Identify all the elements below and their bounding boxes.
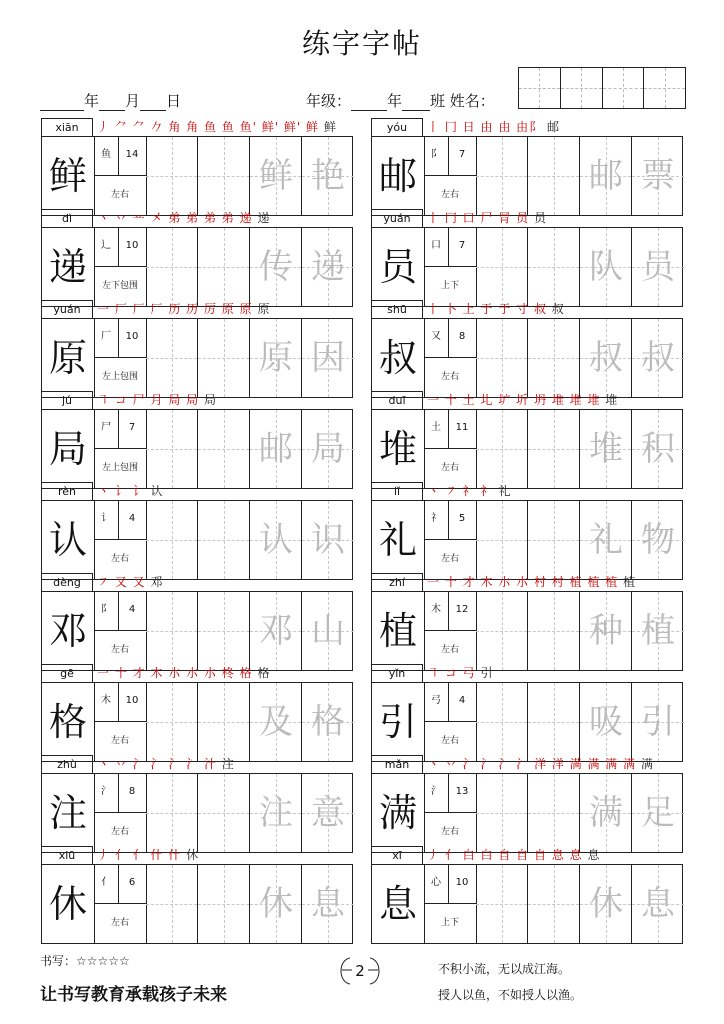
writing-cell[interactable] (198, 319, 250, 397)
pinyin-label: mǎn (371, 755, 423, 773)
char-info (94, 410, 147, 488)
stroke-order: ㇕ コ 尸 月 局 局 局 (97, 393, 217, 407)
char-info (424, 228, 477, 306)
writing-cell[interactable] (580, 865, 632, 943)
stroke-count: 10 (118, 319, 146, 358)
trace-character: 叔 (641, 338, 675, 378)
writing-cell[interactable] (198, 137, 250, 215)
char-entry (371, 755, 683, 853)
char-entry (371, 209, 683, 307)
stroke-order: 一 厂 厂 厂 历 历 厉 原 原 原 (97, 302, 271, 316)
writing-cell[interactable] (580, 501, 632, 579)
char-entry (371, 482, 683, 580)
class-name-label: 班 姓名： (430, 92, 495, 110)
writing-cell[interactable] (632, 410, 684, 488)
writing-cell[interactable] (250, 683, 302, 761)
model-character: 堆 (372, 410, 425, 488)
char-info (424, 592, 477, 670)
radical: 木 (94, 683, 119, 722)
writing-cell[interactable] (580, 683, 632, 761)
char-entry (41, 573, 353, 671)
stroke-count: 10 (118, 228, 146, 267)
structure: 左右 (110, 736, 129, 746)
stroke-order: 丿 亻 亻 什 什 休 (97, 848, 200, 862)
name-box[interactable] (518, 67, 686, 109)
writing-cell[interactable] (580, 592, 632, 670)
practice-row (41, 682, 353, 762)
month-blank[interactable] (99, 96, 125, 111)
model-character: 休 (42, 865, 95, 943)
pinyin-label: lǐ (371, 482, 423, 500)
practice-row (371, 136, 683, 216)
char-entry (371, 300, 683, 398)
radical: 氵 (424, 774, 449, 813)
trace-character: 员 (641, 247, 675, 287)
trace-character: 叔 (589, 338, 623, 378)
trace-character: 识 (311, 520, 345, 560)
stroke-count: 7 (448, 137, 476, 176)
model-character: 满 (372, 774, 425, 852)
writing-cell[interactable] (528, 592, 580, 670)
char-entry (41, 391, 353, 489)
radical: 阝 (94, 592, 119, 631)
char-info (94, 319, 147, 397)
stroke-order: ㇕ コ 弓 引 (427, 666, 494, 680)
char-info (424, 137, 477, 215)
stroke-count: 7 (118, 410, 146, 449)
structure: 左右 (440, 190, 459, 200)
writing-cell[interactable] (146, 410, 198, 488)
trace-character: 认 (259, 520, 293, 560)
writing-cell[interactable] (580, 228, 632, 306)
char-info (94, 228, 147, 306)
stroke-order: 丨 冂 日 由 由 由阝 邮 (427, 120, 560, 134)
stroke-count: 13 (448, 774, 476, 813)
structure: 左右 (110, 190, 129, 200)
radical: 辶 (94, 228, 119, 267)
model-character: 鲜 (42, 137, 95, 215)
trace-character: 山 (311, 611, 345, 651)
trace-character: 休 (259, 884, 293, 924)
pinyin-label: duī (371, 391, 423, 409)
writing-cell[interactable] (146, 683, 198, 761)
grade-blank[interactable] (351, 96, 387, 111)
structure: 左右 (110, 554, 129, 564)
month-label: 月 (125, 92, 141, 110)
date-line (40, 90, 181, 111)
writing-cell[interactable] (250, 501, 302, 579)
writing-cell[interactable] (250, 592, 302, 670)
char-info (94, 774, 147, 852)
char-info (424, 501, 477, 579)
radical: 心 (424, 865, 449, 904)
writing-cell[interactable] (302, 592, 354, 670)
char-entry (41, 482, 353, 580)
practice-row (371, 682, 683, 762)
trace-character: 邮 (589, 156, 623, 196)
pinyin-label: rèn (41, 482, 93, 500)
model-character: 递 (42, 228, 95, 306)
writing-cell[interactable] (632, 774, 684, 852)
writing-cell[interactable] (528, 774, 580, 852)
stroke-count: 14 (118, 137, 146, 176)
model-character: 注 (42, 774, 95, 852)
structure: 左右 (110, 918, 129, 928)
writing-cell[interactable] (250, 228, 302, 306)
writing-cell[interactable] (146, 137, 198, 215)
stroke-count: 10 (118, 683, 146, 722)
writing-cell[interactable] (476, 137, 528, 215)
writing-cell[interactable] (302, 319, 354, 397)
stroke-count: 5 (448, 501, 476, 540)
writing-cell[interactable] (146, 865, 198, 943)
pinyin-label: zhù (41, 755, 93, 773)
writing-cell[interactable] (476, 865, 528, 943)
day-blank[interactable] (140, 96, 166, 111)
radical: 亻 (94, 865, 119, 904)
stroke-count: 8 (448, 319, 476, 358)
stroke-order: ㇇ 又 又 邓 (97, 575, 164, 589)
rating-label: 书写：☆☆☆☆☆ (40, 954, 130, 968)
class-blank[interactable] (402, 96, 430, 111)
writing-cell[interactable] (198, 774, 250, 852)
model-character: 叔 (372, 319, 425, 397)
trace-character: 吸 (589, 702, 623, 742)
pinyin-label: gē (41, 664, 93, 682)
practice-row (371, 591, 683, 671)
practice-row (41, 500, 353, 580)
structure: 左右 (110, 827, 129, 837)
writing-cell[interactable] (198, 683, 250, 761)
writing-cell[interactable] (528, 410, 580, 488)
char-info (424, 683, 477, 761)
char-entry (371, 391, 683, 489)
quote-line-1: 不积小流，无以成江海。 (438, 962, 571, 976)
structure: 左上包围 (101, 463, 138, 473)
practice-row (371, 227, 683, 307)
practice-row (371, 409, 683, 489)
structure: 左右 (440, 372, 459, 382)
writing-cell[interactable] (528, 137, 580, 215)
writing-cell[interactable] (528, 501, 580, 579)
practice-row (41, 864, 353, 944)
writing-cell[interactable] (302, 410, 354, 488)
pinyin-label: yóu (371, 118, 423, 136)
writing-cell[interactable] (632, 501, 684, 579)
trace-character: 满 (589, 793, 623, 833)
trace-character: 休 (589, 884, 623, 924)
trace-character: 种 (589, 611, 623, 651)
structure: 左右 (440, 827, 459, 837)
trace-character: 邮 (259, 429, 293, 469)
writing-cell[interactable] (580, 137, 632, 215)
structure: 左右 (440, 736, 459, 746)
stroke-count: 8 (118, 774, 146, 813)
stroke-order: 一 十 才 木 朩 朩 村 村 植 植 植 植 (427, 575, 637, 589)
stroke-order: 一 十 土 圠 圹 圻 坍 堆 堆 堆 堆 (427, 393, 619, 407)
model-character: 认 (42, 501, 95, 579)
practice-row (41, 409, 353, 489)
char-entry (41, 118, 353, 216)
writing-cell[interactable] (476, 592, 528, 670)
writing-cell[interactable] (476, 410, 528, 488)
trace-character: 物 (641, 520, 675, 560)
writing-cell[interactable] (146, 228, 198, 306)
practice-row (41, 136, 353, 216)
writing-cell[interactable] (302, 228, 354, 306)
practice-row (41, 591, 353, 671)
writing-cell[interactable] (632, 865, 684, 943)
writing-cell[interactable] (528, 865, 580, 943)
slogan: 让书写教育承载孩子未来 (40, 985, 227, 1005)
char-info (94, 137, 147, 215)
stroke-count: 11 (448, 410, 476, 449)
char-info (424, 410, 477, 488)
grade-label: 年级： (306, 92, 352, 110)
structure: 左右 (440, 645, 459, 655)
grade-year-label: 年 (387, 92, 403, 110)
trace-character: 堆 (589, 429, 623, 469)
writing-cell[interactable] (198, 501, 250, 579)
writing-cell[interactable] (302, 137, 354, 215)
writing-cell[interactable] (476, 228, 528, 306)
stroke-order: 丶 丷 氵 氵 氵 氵 洋 洋 满 满 满 满 满 (427, 757, 654, 771)
trace-character: 邓 (259, 611, 293, 651)
pinyin-label: yuán (41, 300, 93, 318)
stroke-order: 丶 ㇇ 礻 礻 礼 (427, 484, 512, 498)
pinyin-label: dèng (41, 573, 93, 591)
writing-cell[interactable] (250, 865, 302, 943)
page-title: 练字字帖 (301, 27, 422, 60)
stroke-count: 4 (118, 592, 146, 631)
radical: 又 (424, 319, 449, 358)
stroke-order: 丨 卜 上 于 于 寸 叔 叔 (427, 302, 565, 316)
writing-cell[interactable] (632, 683, 684, 761)
pinyin-label: xiān (41, 118, 93, 136)
model-character: 员 (372, 228, 425, 306)
radical: 弓 (424, 683, 449, 722)
trace-character: 传 (259, 247, 293, 287)
trace-character: 局 (311, 429, 345, 469)
writing-cell[interactable] (476, 319, 528, 397)
practice-row (41, 227, 353, 307)
stroke-order: 丨 冂 口 尸 冐 员 员 (427, 211, 547, 225)
trace-character: 鲜 (259, 156, 293, 196)
radical: 氵 (94, 774, 119, 813)
trace-character: 格 (311, 702, 345, 742)
trace-character: 票 (641, 156, 675, 196)
pinyin-label: zhí (371, 573, 423, 591)
radical: 鱼 (94, 137, 119, 176)
writing-cell[interactable] (580, 319, 632, 397)
page-number (336, 954, 384, 986)
writing-cell[interactable] (528, 228, 580, 306)
radical: 口 (424, 228, 449, 267)
writing-cell[interactable] (198, 592, 250, 670)
pinyin-label: xī (371, 846, 423, 864)
writing-cell[interactable] (146, 319, 198, 397)
writing-cell[interactable] (632, 228, 684, 306)
stroke-order: 丶 讠 讠 认 (97, 484, 164, 498)
model-character: 邮 (372, 137, 425, 215)
trace-character: 因 (311, 338, 345, 378)
year-blank[interactable] (40, 96, 84, 111)
practice-row (371, 318, 683, 398)
writing-cell[interactable] (580, 774, 632, 852)
trace-character: 足 (641, 793, 675, 833)
char-info (424, 319, 477, 397)
writing-cell[interactable] (302, 774, 354, 852)
stroke-order: 丿 亻 白 白 自 自 自 息 息 息 (427, 848, 601, 862)
model-character: 原 (42, 319, 95, 397)
trace-character: 息 (641, 884, 675, 924)
stroke-count: 6 (118, 865, 146, 904)
char-entry (41, 755, 353, 853)
radical: 厂 (94, 319, 119, 358)
writing-cell[interactable] (302, 865, 354, 943)
char-info (424, 774, 477, 852)
pinyin-label: dì (41, 209, 93, 227)
char-info (94, 592, 147, 670)
pinyin-label: yǐn (371, 664, 423, 682)
char-info (94, 683, 147, 761)
writing-cell[interactable] (250, 410, 302, 488)
stroke-order: 丿 ⺈ ⺈ 𠂊 角 角 鱼 鱼 鱼' 鲜' 鲜' 鲜 鲜 (97, 120, 337, 134)
trace-character: 及 (259, 702, 293, 742)
char-entry (41, 300, 353, 398)
stroke-order: 丶 丷 氵 氵 氵 氵 汁 注 (97, 757, 235, 771)
writing-cell[interactable] (302, 683, 354, 761)
stroke-count: 4 (448, 683, 476, 722)
model-character: 局 (42, 410, 95, 488)
radical: 尸 (94, 410, 119, 449)
writing-cell[interactable] (580, 410, 632, 488)
writing-cell[interactable] (146, 774, 198, 852)
trace-character: 息 (311, 884, 345, 924)
practice-row (41, 318, 353, 398)
pinyin-label: yuán (371, 209, 423, 227)
day-label: 日 (166, 92, 182, 110)
trace-character: 意 (311, 793, 345, 833)
structure: 左下包围 (101, 281, 138, 291)
char-entry (371, 846, 683, 944)
writing-cell[interactable] (250, 774, 302, 852)
pinyin-label: xiū (41, 846, 93, 864)
stroke-count: 12 (448, 592, 476, 631)
trace-character: 植 (641, 611, 675, 651)
model-character: 植 (372, 592, 425, 670)
model-character: 息 (372, 865, 425, 943)
trace-character: 礼 (589, 520, 623, 560)
writing-cell[interactable] (476, 501, 528, 579)
structure: 左右 (440, 463, 459, 473)
writing-cell[interactable] (476, 774, 528, 852)
writing-cell[interactable] (632, 137, 684, 215)
structure: 左右 (440, 554, 459, 564)
writing-cell[interactable] (302, 501, 354, 579)
char-entry (371, 573, 683, 671)
model-character: 引 (372, 683, 425, 761)
writing-cell[interactable] (198, 228, 250, 306)
char-info (94, 865, 147, 943)
char-info (94, 501, 147, 579)
radical: 土 (424, 410, 449, 449)
pinyin-label: shū (371, 300, 423, 318)
char-entry (41, 664, 353, 762)
trace-character: 递 (311, 247, 345, 287)
stroke-count: 10 (448, 865, 476, 904)
structure: 左上包围 (101, 372, 138, 382)
radical: 阝 (424, 137, 449, 176)
stroke-count: 7 (448, 228, 476, 267)
model-character: 格 (42, 683, 95, 761)
writing-cell[interactable] (476, 683, 528, 761)
trace-character: 注 (259, 793, 293, 833)
stroke-count: 4 (118, 501, 146, 540)
practice-row (371, 500, 683, 580)
writing-cell[interactable] (528, 319, 580, 397)
trace-character: 引 (641, 702, 675, 742)
trace-character: 艳 (311, 156, 345, 196)
trace-character: 原 (259, 338, 293, 378)
pinyin-label: jú (41, 391, 93, 409)
model-character: 礼 (372, 501, 425, 579)
structure: 上下 (440, 918, 459, 928)
stroke-order: 一 十 才 木 朩 朩 朩 柊 格 格 (97, 666, 271, 680)
writing-cell[interactable] (146, 592, 198, 670)
writing-cell[interactable] (632, 592, 684, 670)
radical: 礻 (424, 501, 449, 540)
practice-row (371, 864, 683, 944)
char-entry (371, 118, 683, 216)
quote-line-2: 授人以鱼，不如授人以渔。 (438, 988, 583, 1002)
char-entry (371, 664, 683, 762)
structure: 左右 (110, 645, 129, 655)
trace-character: 积 (641, 429, 675, 469)
practice-row (41, 773, 353, 853)
class-line (306, 90, 495, 111)
model-character: 邓 (42, 592, 95, 670)
char-entry (41, 209, 353, 307)
radical: 讠 (94, 501, 119, 540)
practice-row (371, 773, 683, 853)
char-info (424, 865, 477, 943)
char-entry (41, 846, 353, 944)
writing-cell[interactable] (632, 319, 684, 397)
writing-cell[interactable] (250, 137, 302, 215)
page-number-text: 2 (355, 962, 365, 980)
writing-cell[interactable] (198, 410, 250, 488)
writing-cell[interactable] (146, 501, 198, 579)
stroke-order: 丶 丷 䒑 㐅 弟 弟 弟 弟 递 递 (97, 211, 271, 225)
writing-cell[interactable] (198, 865, 250, 943)
writing-cell[interactable] (250, 319, 302, 397)
trace-character: 队 (589, 247, 623, 287)
radical: 木 (424, 592, 449, 631)
year-label: 年 (84, 92, 100, 110)
writing-cell[interactable] (528, 683, 580, 761)
structure: 上下 (440, 281, 459, 291)
